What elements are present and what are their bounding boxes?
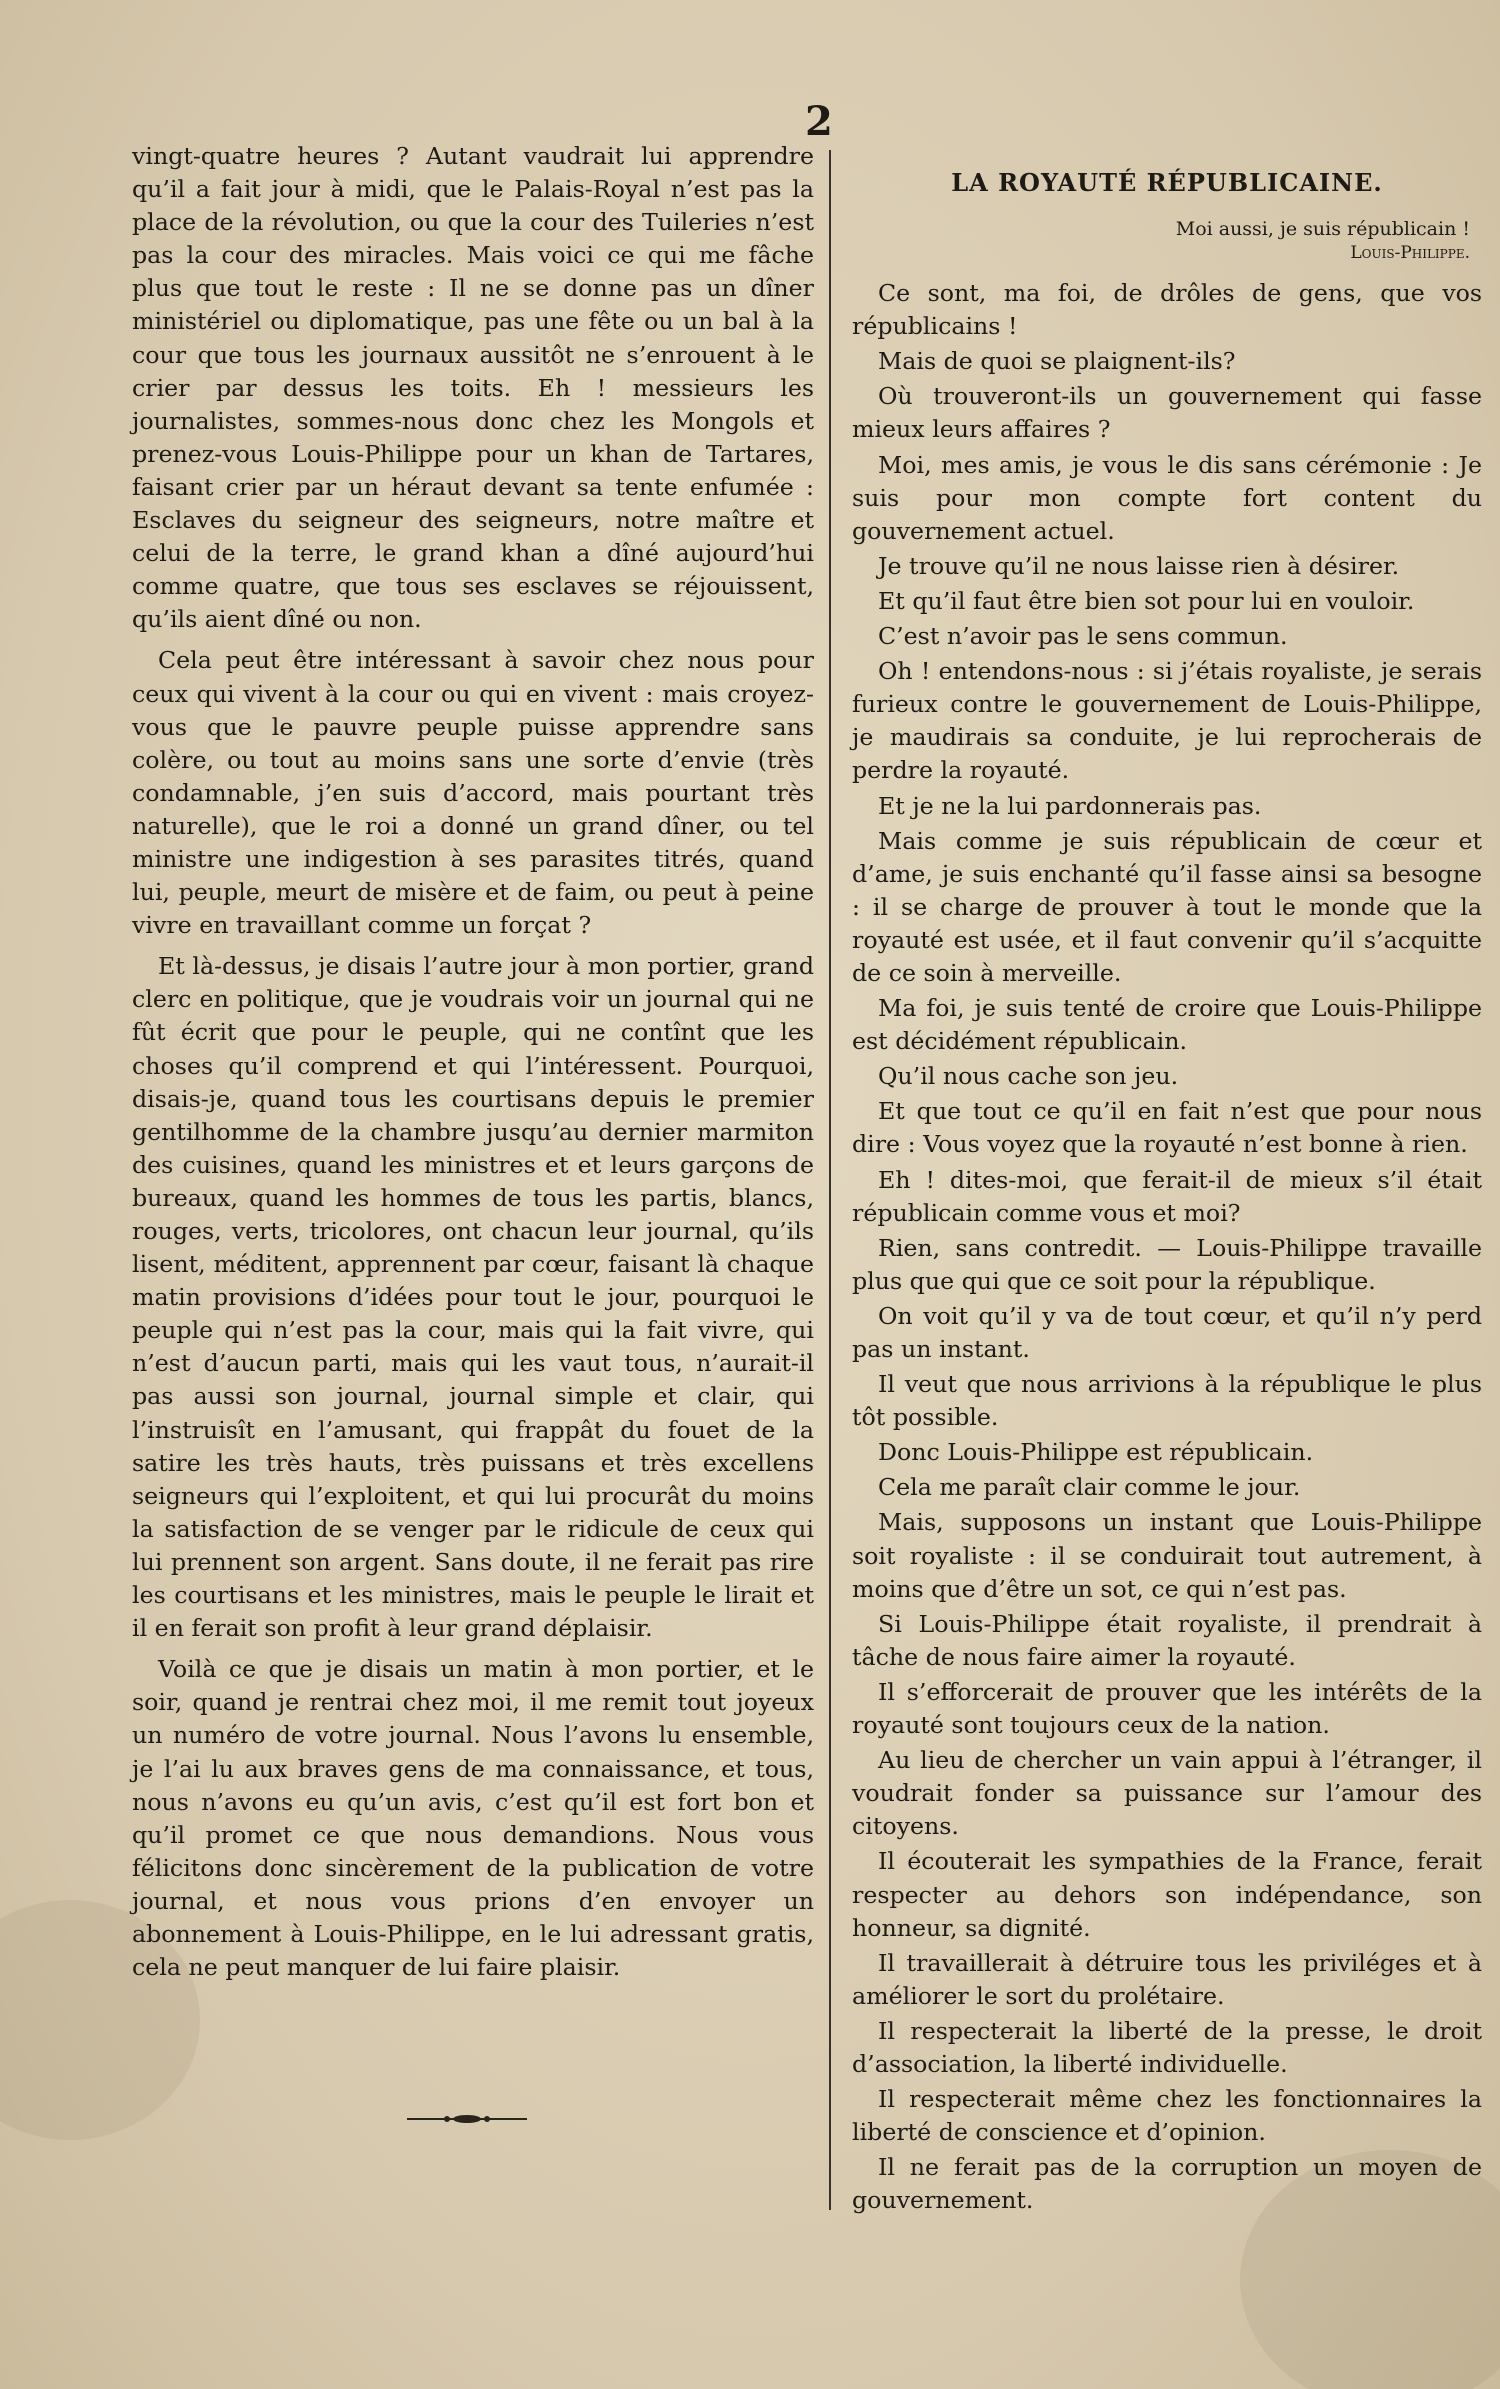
column-rule xyxy=(829,150,831,2210)
right-paragraph: Mais de quoi se plaignent-ils? xyxy=(878,347,1236,376)
right-paragraph: Il s’efforcerait de prouver que les intérêts de la royauté sont toujours ceux de la nation. xyxy=(852,1677,1482,1740)
right-paragraph: Il veut que nous arrivions à la république le plus tôt possible. xyxy=(852,1370,1482,1432)
left-paragraph: Voilà ce que je disais un matin à mon portier, et le soir, quand je rentrai chez moi, il me remit tout joyeux un numéro de votre journal. Nous l’avons lu ensemble, je l’ai lu aux braves gens de ma connaissance, et tous, nous n’avons eu qu’un avis, c’est qu’il est fort bon et qu’il promet ce que nous demandions. Nous vous félicitons donc sincèrement de la publication de votre journal, et nous vous prions d’en envoyer un abonnement à Louis-Philippe, en le lui adressant gratis, cela ne peut manquer de lui faire plaisir. xyxy=(132,1655,814,1982)
right-paragraph: Au lieu de chercher un vain appui à l’étranger, il voudrait fonder sa puissance sur l’amour des citoyens. xyxy=(852,1746,1482,1841)
epigraph-author: Louis-Philippe. xyxy=(1350,243,1470,264)
article-title: LA ROYAUTÉ RÉPUBLICAINE. xyxy=(951,168,1383,197)
right-paragraph: Il respecterait la liberté de la presse, le droit d’association, la liberté individuelle. xyxy=(852,2016,1482,2078)
right-paragraph: Où trouveront-ils un gouvernement qui fasse mieux leurs affaires ? xyxy=(852,382,1482,444)
epigraph-quote: Moi aussi, je suis républicain ! xyxy=(1175,218,1470,241)
right-column xyxy=(852,140,1482,2219)
right-paragraph: Ce sont, ma foi, de drôles de gens, que vos républicains ! xyxy=(852,279,1482,341)
left-paragraph: Cela peut être intéressant à savoir chez nous pour ceux qui vivent à la cour ou qui en vivent : mais croyez-vous que le pauvre peuple puisse apprendre sans colère, ou tout au moins sans une sorte d’envie (très condamnable, j’en suis d’accord, mais pourtant très naturelle), que le roi a donné un grand dîner, ou tel ministre une indigestion à ses parasites titrés, quand lui, peuple, meurt de misère et de faim, ou peut à peine vivre en travaillant comme un forçat ? xyxy=(132,646,814,940)
right-paragraph: On voit qu’il y va de tout cœur, et qu’il n’y perd pas un instant. xyxy=(852,1301,1482,1363)
epigraph xyxy=(852,217,1470,265)
right-paragraph: Qu’il nous cache son jeu. xyxy=(878,1062,1179,1091)
right-paragraph: Eh ! dites-moi, que ferait-il de mieux s’il était républicain comme vous et moi? xyxy=(852,1165,1482,1227)
right-paragraph: Cela me paraît clair comme le jour. xyxy=(878,1473,1301,1502)
right-paragraph: Et que tout ce qu’il en fait n’est que pour nous dire : Vous voyez que la royauté n’est bonne à rien. xyxy=(852,1097,1482,1159)
right-paragraph: Il travaillerait à détruire tous les priviléges et à améliorer le sort du prolétaire. xyxy=(852,1948,1482,2010)
left-paragraph: vingt-quatre heures ? Autant vaudrait lui apprendre qu’il a fait jour à midi, que le Palais-Royal n’est pas la place de la révolution, ou que la cour des Tuileries n’est pas la cour des miracles. Mais voici ce qui me fâche plus que tout le reste : Il ne se donne pas un dîner ministériel ou diplomatique, pas une fête ou un bal à la cour que tous les journaux aussitôt ne s’enrouent à le crier par dessus les toits. Eh ! messieurs les journalistes, sommes-nous donc chez les Mongols et prenez-vous Louis-Philippe pour un khan de Tartares, faisant crier par un héraut devant sa tente enfumée : Esclaves du seigneur des seigneurs, notre maître et celui de la terre, le grand khan a dîné aujourd’hui comme quatre, que tous ses esclaves se réjouissent, qu’ils aient dîné ou non. xyxy=(132,142,814,634)
right-paragraph: Ma foi, je suis tenté de croire que Louis-Philippe est décidément républicain. xyxy=(852,994,1482,1056)
right-paragraph: C’est n’avoir pas le sens commun. xyxy=(878,622,1288,651)
right-paragraph: Et qu’il faut être bien sot pour lui en vouloir. xyxy=(878,586,1415,615)
left-column xyxy=(132,140,814,1992)
right-paragraph: Rien, sans contredit. — Louis-Philippe travaille plus que qui que ce soit pour la république. xyxy=(852,1233,1482,1295)
left-paragraph: Et là-dessus, je disais l’autre jour à mon portier, grand clerc en politique, que je voudrais voir un journal qui ne fût écrit que pour le peuple, qui ne contînt que les choses qu’il comprend et qui l’intéressent. Pourquoi, disais-je, quand tous les courtisans depuis le premier gentilhomme de la chambre jusqu’au dernier marmiton des cuisines, quand les ministres et et leurs garçons de bureaux, quand les hommes de tous les partis, blancs, rouges, verts, tricolores, ont chacun leur journal, qu’ils lisent, méditent, apprennent par cœur, faisant là chaque matin provisions d’idées pour tout le jour, pourquoi le peuple qui n’est pas la cour, mais qui la fait vivre, qui n’est d’aucun parti, mais qui les vaut tous, n’aurait-il pas aussi son journal, journal simple et clair, qui l’instruisît en l’amusant, qui frappât du fouet de la satire les très hauts, très puissans et très excellens seigneurs qui l’exploitent, et qui lui procurât du moins la satisfaction de se venger par le ridicule de ceux qui lui prennent son argent. Sans doute, il ne ferait pas rire les courtisans et les ministres, mais le peuple le lirait et il en ferait son profit à leur grand déplaisir. xyxy=(132,952,814,1643)
right-paragraph: Il écouterait les sympathies de la France, ferait respecter au dehors son indépendance, son honneur, sa dignité. xyxy=(852,1847,1482,1942)
right-paragraph: Je trouve qu’il ne nous laisse rien à désirer. xyxy=(878,551,1400,580)
right-paragraph: Et je ne la lui pardonnerais pas. xyxy=(878,791,1262,820)
right-paragraph: Oh ! entendons-nous : si j’étais royaliste, je serais furieux contre le gouvernement de Louis-Philippe, je maudirais sa conduite, je lui reprocherais de perdre la royauté. xyxy=(852,657,1482,785)
right-paragraph: Mais, supposons un instant que Louis-Philippe soit royaliste : il se conduirait tout autrement, à moins que d’être un sot, ce qui n’est pas. xyxy=(852,1508,1482,1603)
right-paragraph: Il ne ferait pas de la corruption un moyen de gouvernement. xyxy=(852,2153,1482,2215)
right-paragraph: Moi, mes amis, je vous le dis sans cérémonie : Je suis pour mon compte fort content du gouvernement actuel. xyxy=(852,450,1482,545)
ornament-divider xyxy=(407,2112,527,2126)
right-paragraph: Mais comme je suis républicain de cœur et d’ame, je suis enchanté qu’il fasse ainsi sa besogne : il se charge de prouver à tout le monde que la royauté est usée, et il faut convenir qu’il s’acquitte de ce soin à merveille. xyxy=(852,826,1482,987)
right-paragraph: Donc Louis-Philippe est républicain. xyxy=(878,1438,1314,1467)
right-paragraph: Il respecterait même chez les fonctionnaires la liberté de conscience et d’opinion. xyxy=(852,2085,1482,2147)
right-paragraph: Si Louis-Philippe était royaliste, il prendrait à tâche de nous faire aimer la royauté. xyxy=(852,1609,1482,1671)
page-number: 2 xyxy=(805,98,833,145)
